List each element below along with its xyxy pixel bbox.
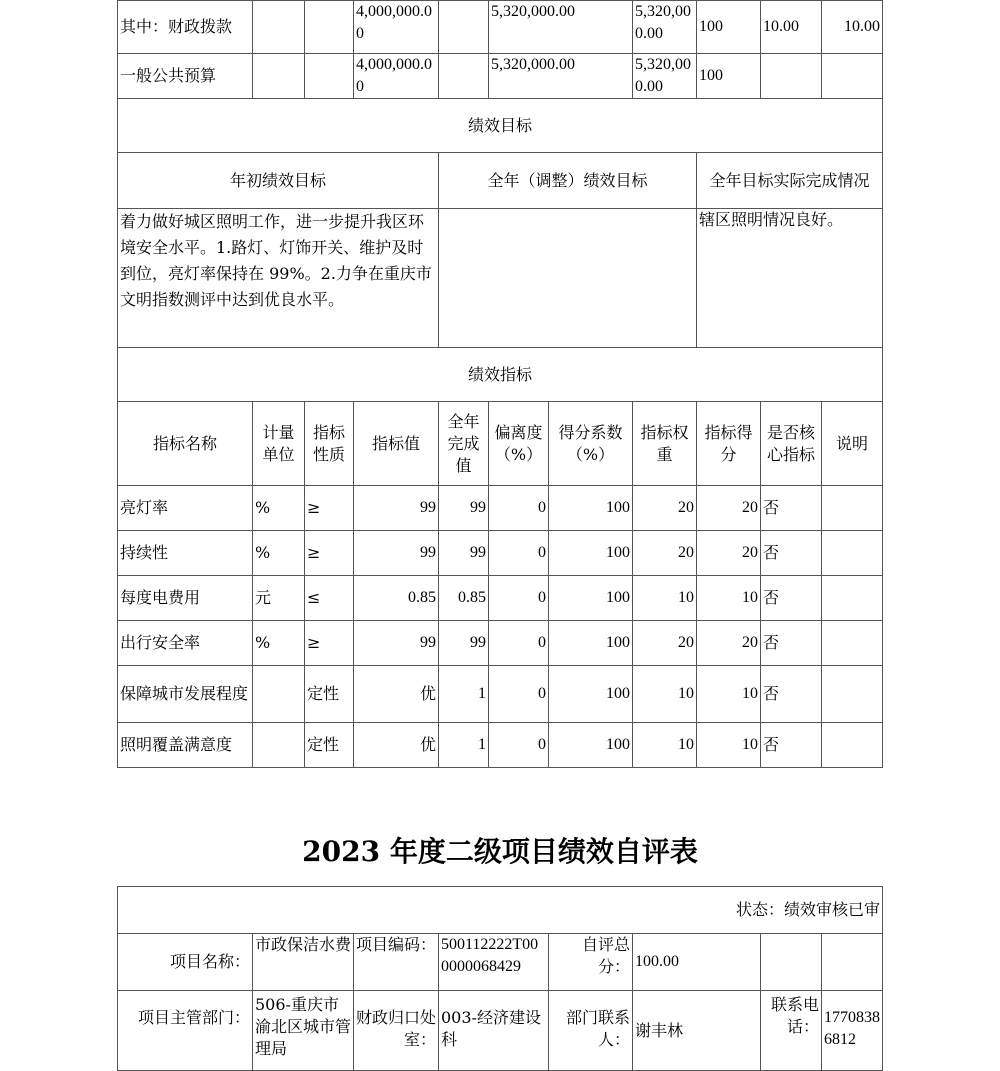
indicator-weight: 10 [633,723,697,768]
funding-score-full [761,54,822,99]
empty-cell [761,934,822,991]
indicator-weight: 10 [633,666,697,723]
indicator-core: 否 [761,486,822,531]
funding-row [118,1,883,54]
indicator-row [118,531,883,576]
indicator-deviation: 0 [489,621,549,666]
goals-section-title: 绩效目标 [118,99,883,153]
indicator-unit: % [253,486,305,531]
indicator-name: 持续性 [118,531,253,576]
finance-office: 003-经济建设科 [439,991,549,1071]
goals-section-row [118,99,883,153]
indicator-weight: 20 [633,486,697,531]
funding-adjusted: 5,320,000.00 [489,54,633,99]
indicator-target: 优 [354,723,439,768]
indicator-coef: 100 [549,531,633,576]
funding-rate: 100 [697,54,761,99]
indicator-actual: 99 [439,531,489,576]
funding-label: 一般公共预算 [118,54,253,99]
indicator-unit [253,666,305,723]
funding-score [822,54,883,99]
contact-label: 部门联系人： [549,991,633,1071]
indicator-note [822,666,883,723]
header-name: 指标名称 [118,402,253,486]
indicator-actual: 1 [439,723,489,768]
header-deviation: 偏离度（%） [489,402,549,486]
dept-label: 项目主管部门： [118,991,253,1071]
indicator-weight: 10 [633,576,697,621]
indicator-nature: ≥ [305,621,354,666]
project-name: 市政保洁水费 [253,934,354,991]
performance-table [117,0,883,768]
indicator-note [822,576,883,621]
funding-executed: 5,320,000.00 [633,54,697,99]
indicator-target: 99 [354,621,439,666]
indicator-row [118,621,883,666]
header-core: 是否核心指标 [761,402,822,486]
funding-cell [305,1,354,54]
indicator-name: 亮灯率 [118,486,253,531]
indicator-weight: 20 [633,621,697,666]
indicator-weight: 20 [633,531,697,576]
self-score: 100.00 [633,934,761,991]
project-info-table [117,886,883,1071]
funding-cell [253,1,305,54]
indicator-note [822,486,883,531]
funding-budget: 4,000,000.00 [354,54,439,99]
project-code: 500112222T000000068429 [439,934,549,991]
phone-label: 联系电话： [761,991,822,1071]
funding-budget: 4,000,000.00 [354,1,439,54]
funding-cell [439,1,489,54]
contact: 谢丰林 [633,991,761,1071]
goals-initial-text: 着力做好城区照明工作，进一步提升我区环境安全水平。1.路灯、灯饰开关、维护及时到位，亮灯率保持在 99%。2.力争在重庆市文明指数测评中达到优良水平。 [118,209,439,348]
funding-rate: 100 [697,1,761,54]
indicators-header-row [118,402,883,486]
goals-header-row [118,153,883,209]
indicator-unit: % [253,531,305,576]
indicator-score: 10 [697,723,761,768]
indicator-note [822,723,883,768]
indicator-nature: ≥ [305,531,354,576]
header-target: 指标值 [354,402,439,486]
indicator-actual: 1 [439,666,489,723]
header-coef: 得分系数（%） [549,402,633,486]
funding-cell [253,54,305,99]
funding-cell [439,54,489,99]
indicator-row [118,486,883,531]
indicator-actual: 99 [439,621,489,666]
goals-header-actual: 全年目标实际完成情况 [697,153,883,209]
indicator-target: 99 [354,486,439,531]
indicator-score: 10 [697,576,761,621]
indicator-deviation: 0 [489,723,549,768]
indicator-unit [253,723,305,768]
indicator-deviation: 0 [489,666,549,723]
indicator-core: 否 [761,666,822,723]
indicator-note [822,621,883,666]
indicator-core: 否 [761,723,822,768]
indicator-target: 99 [354,531,439,576]
funding-adjusted: 5,320,000.00 [489,1,633,54]
status-text: 状态：绩效审核已审 [118,887,883,934]
indicator-coef: 100 [549,576,633,621]
funding-score-full: 10.00 [761,1,822,54]
indicator-nature: ≤ [305,576,354,621]
empty-cell [822,934,883,991]
project-name-row [118,934,883,991]
header-actual: 全年完成值 [439,402,489,486]
indicator-nature: 定性 [305,723,354,768]
indicators-section-row [118,348,883,402]
indicator-unit: 元 [253,576,305,621]
indicator-row [118,576,883,621]
indicator-score: 20 [697,621,761,666]
goals-header-adjusted: 全年（调整）绩效目标 [439,153,697,209]
indicator-actual: 0.85 [439,576,489,621]
goals-content-row [118,209,883,348]
indicator-core: 否 [761,621,822,666]
indicator-name: 保障城市发展程度 [118,666,253,723]
indicators-section-title: 绩效指标 [118,348,883,402]
project-code-label: 项目编码： [354,934,439,991]
funding-executed: 5,320,000.00 [633,1,697,54]
indicator-nature: ≥ [305,486,354,531]
indicator-row [118,723,883,768]
indicator-name: 每度电费用 [118,576,253,621]
funding-score: 10.00 [822,1,883,54]
indicator-actual: 99 [439,486,489,531]
indicator-coef: 100 [549,621,633,666]
goals-actual-text: 辖区照明情况良好。 [697,209,883,348]
goals-header-initial: 年初绩效目标 [118,153,439,209]
header-weight: 指标权重 [633,402,697,486]
indicator-score: 10 [697,666,761,723]
indicator-deviation: 0 [489,576,549,621]
indicator-deviation: 0 [489,531,549,576]
indicator-nature: 定性 [305,666,354,723]
indicator-score: 20 [697,531,761,576]
indicator-name: 照明覆盖满意度 [118,723,253,768]
goals-adjusted-text [439,209,697,348]
phone: 17708386812 [822,991,883,1071]
department-row [118,991,883,1071]
funding-cell [305,54,354,99]
status-row [118,887,883,934]
header-score: 指标得分 [697,402,761,486]
header-note: 说明 [822,402,883,486]
indicator-note [822,531,883,576]
indicator-score: 20 [697,486,761,531]
header-unit: 计量单位 [253,402,305,486]
indicator-row [118,666,883,723]
indicator-coef: 100 [549,723,633,768]
funding-row [118,54,883,99]
funding-label: 其中：财政拨款 [118,1,253,54]
indicator-core: 否 [761,531,822,576]
form-title: 2023 年度二级项目绩效自评表 [302,835,698,868]
indicator-deviation: 0 [489,486,549,531]
indicator-core: 否 [761,576,822,621]
project-name-label: 项目名称： [118,934,253,991]
header-nature: 指标性质 [305,402,354,486]
indicator-target: 优 [354,666,439,723]
indicator-name: 出行安全率 [118,621,253,666]
self-score-label: 自评总分： [549,934,633,991]
indicator-coef: 100 [549,666,633,723]
finance-office-label: 财政归口处室： [354,991,439,1071]
indicator-target: 0.85 [354,576,439,621]
indicator-unit: % [253,621,305,666]
dept: 506-重庆市渝北区城市管理局 [253,991,354,1071]
indicator-coef: 100 [549,486,633,531]
